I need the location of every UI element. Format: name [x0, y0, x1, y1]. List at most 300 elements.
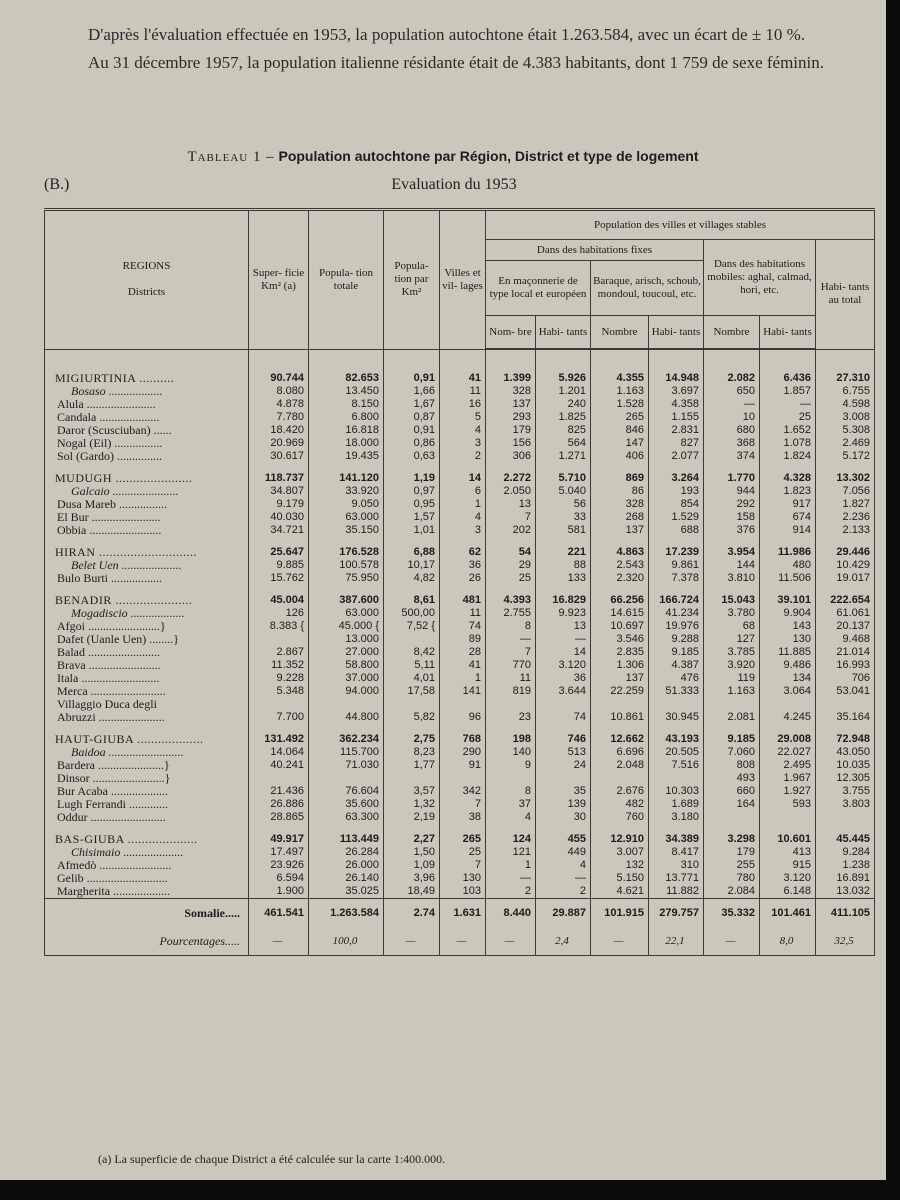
- table-cell: —: [486, 872, 536, 885]
- table-cell: 10.697: [591, 620, 649, 633]
- table-cell: 1.824: [760, 450, 816, 463]
- table-cell: 1.770: [704, 472, 760, 485]
- table-cell: 846: [591, 424, 649, 437]
- table-cell: 44.800: [309, 711, 384, 724]
- table-cell: 8: [486, 620, 536, 633]
- table-cell: 2.077: [649, 450, 704, 463]
- header-nombre-3: Nombre: [704, 316, 760, 350]
- table-cell: 11.352: [249, 659, 309, 672]
- table-cell: 7: [440, 859, 486, 872]
- table-cell: 2: [440, 450, 486, 463]
- table-cell: 49.917: [249, 833, 309, 846]
- table-cell: 4.393: [486, 594, 536, 607]
- table-cell: [249, 698, 309, 711]
- table-cell: 45.004: [249, 594, 309, 607]
- table-cell: 310: [649, 859, 704, 872]
- intro-text: [52, 24, 870, 80]
- table-cell: 3,96: [384, 872, 440, 885]
- spacer-cell: [816, 724, 875, 733]
- table-cell: [649, 772, 704, 785]
- table-cell: 58.800: [309, 659, 384, 672]
- table-cell: 12.305: [816, 772, 875, 785]
- table-cell: 101.915: [591, 899, 649, 928]
- table-cell: 3.697: [649, 385, 704, 398]
- table-cell: 41: [440, 372, 486, 385]
- row-label: BAS-GIUBA ....................: [45, 833, 249, 846]
- table-cell: 1.927: [760, 785, 816, 798]
- table-cell: 17.239: [649, 546, 704, 559]
- table-cell: 2.835: [591, 646, 649, 659]
- table-cell: 6.696: [591, 746, 649, 759]
- table-cell: [249, 633, 309, 646]
- table-cell: 21.436: [249, 785, 309, 798]
- table-cell: 4: [536, 859, 591, 872]
- row-label: Obbia ........................: [45, 524, 249, 537]
- spacer-cell: [591, 463, 649, 472]
- table-cell: 279.757: [649, 899, 704, 928]
- table-cell: 6.148: [760, 885, 816, 899]
- table-cell: 126: [249, 607, 309, 620]
- table-cell: 147: [591, 437, 649, 450]
- table-cell: 3.810: [704, 572, 760, 585]
- table-cell: 2,4: [536, 927, 591, 956]
- table-cell: [760, 811, 816, 824]
- spacer-cell: [486, 724, 536, 733]
- table-cell: 293: [486, 411, 536, 424]
- table-cell: 0,87: [384, 411, 440, 424]
- table-cell: 5.308: [816, 424, 875, 437]
- table-cell: 7: [486, 646, 536, 659]
- table-cell: 32,5: [816, 927, 875, 956]
- table-cell: 11: [440, 607, 486, 620]
- table-cell: 1.263.584: [309, 899, 384, 928]
- table-cell: 9.050: [309, 498, 384, 511]
- table-cell: 41.234: [649, 607, 704, 620]
- header-stables: Population des villes et villages stables: [486, 210, 875, 240]
- table-cell: 1,09: [384, 859, 440, 872]
- table-cell: 27.000: [309, 646, 384, 659]
- table-cell: 11: [440, 385, 486, 398]
- table-cell: —: [384, 927, 440, 956]
- district-row: [45, 798, 875, 811]
- spacer-cell: [45, 585, 249, 594]
- table-cell: 0,86: [384, 437, 440, 450]
- region-row: [45, 372, 875, 385]
- table-cell: —: [704, 398, 760, 411]
- table-cell: [704, 811, 760, 824]
- population-table-wrapper: [44, 208, 874, 956]
- row-label: Bur Acaba ...................: [45, 785, 249, 798]
- table-cell: 0,91: [384, 424, 440, 437]
- table-cell: 13: [536, 620, 591, 633]
- table-cell: 30: [536, 811, 591, 824]
- table-cell: 33: [536, 511, 591, 524]
- table-cell: 134: [760, 672, 816, 685]
- row-label: Oddur .........................: [45, 811, 249, 824]
- table-cell: 2: [536, 885, 591, 899]
- table-cell: 650: [704, 385, 760, 398]
- table-cell: 25: [760, 411, 816, 424]
- table-cell: 14.948: [649, 372, 704, 385]
- district-row: [45, 485, 875, 498]
- table-cell: 91: [440, 759, 486, 772]
- table-cell: 482: [591, 798, 649, 811]
- table-cell: [249, 772, 309, 785]
- intro-paragraph-1: D'après l'évaluation effectuée en 1953, la population autochtone était 1.263.584, avec un écart de ± 10 %.: [88, 25, 806, 44]
- table-cell: 0,63: [384, 450, 440, 463]
- spacer-cell: [704, 537, 760, 546]
- row-label: Bosaso ..................: [45, 385, 249, 398]
- table-heading: Population autochtone par Région, District et type de logement: [278, 148, 699, 164]
- table-cell: 12.910: [591, 833, 649, 846]
- table-cell: 290: [440, 746, 486, 759]
- table-cell: 2.495: [760, 759, 816, 772]
- table-cell: 74: [536, 711, 591, 724]
- table-cell: 9.185: [649, 646, 704, 659]
- district-row: [45, 859, 875, 872]
- spacer-cell: [249, 724, 309, 733]
- spacer-cell: [816, 349, 875, 372]
- table-cell: 6.755: [816, 385, 875, 398]
- table-cell: 22.027: [760, 746, 816, 759]
- table-cell: 23: [486, 711, 536, 724]
- table-cell: 1,66: [384, 385, 440, 398]
- table-cell: 36: [440, 559, 486, 572]
- table-cell: 265: [440, 833, 486, 846]
- table-cell: 808: [704, 759, 760, 772]
- table-cell: 746: [536, 733, 591, 746]
- table-cell: 1.306: [591, 659, 649, 672]
- table-cell: 62: [440, 546, 486, 559]
- table-cell: 2,75: [384, 733, 440, 746]
- table-cell: 63.000: [309, 607, 384, 620]
- district-row: [45, 437, 875, 450]
- table-cell: 6.594: [249, 872, 309, 885]
- table-cell: 406: [591, 450, 649, 463]
- table-cell: 11.986: [760, 546, 816, 559]
- table-cell: 3.803: [816, 798, 875, 811]
- district-row: [45, 524, 875, 537]
- table-cell: 455: [536, 833, 591, 846]
- table-cell: 34.389: [649, 833, 704, 846]
- row-label: Brava ........................: [45, 659, 249, 672]
- district-row: [45, 672, 875, 685]
- row-label: Gelib ...........................: [45, 872, 249, 885]
- table-cell: 1,01: [384, 524, 440, 537]
- spacer-cell: [536, 585, 591, 594]
- table-cell: 82.653: [309, 372, 384, 385]
- table-cell: 411.105: [816, 899, 875, 928]
- table-cell: 137: [591, 524, 649, 537]
- table-cell: 8,0: [760, 927, 816, 956]
- table-cell: 26.284: [309, 846, 384, 859]
- spacer-cell: [816, 824, 875, 833]
- table-cell: —: [536, 633, 591, 646]
- table-cell: 3.780: [704, 607, 760, 620]
- table-cell: 21.014: [816, 646, 875, 659]
- header-population-totale: Popula- tion totale: [309, 210, 384, 350]
- table-cell: 1.631: [440, 899, 486, 928]
- table-cell: 16.818: [309, 424, 384, 437]
- table-cell: 71.030: [309, 759, 384, 772]
- table-cell: 1: [486, 859, 536, 872]
- table-cell: 35.332: [704, 899, 760, 928]
- table-cell: 164: [704, 798, 760, 811]
- spacer-cell: [760, 463, 816, 472]
- table-cell: 3.008: [816, 411, 875, 424]
- table-cell: 827: [649, 437, 704, 450]
- table-cell: 374: [704, 450, 760, 463]
- table-cell: 674: [760, 511, 816, 524]
- table-cell: 6.800: [309, 411, 384, 424]
- table-cell: 1.652: [760, 424, 816, 437]
- table-cell: 137: [591, 672, 649, 685]
- table-cell: 6: [440, 485, 486, 498]
- table-cell: 5: [440, 411, 486, 424]
- table-cell: 768: [440, 733, 486, 746]
- table-cell: 2.469: [816, 437, 875, 450]
- table-cell: 166.724: [649, 594, 704, 607]
- spacer-cell: [649, 463, 704, 472]
- table-cell: 306: [486, 450, 536, 463]
- table-cell: 1.900: [249, 885, 309, 899]
- table-cell: 76.604: [309, 785, 384, 798]
- district-row: [45, 646, 875, 659]
- spacer-cell: [760, 824, 816, 833]
- table-cell: 7.516: [649, 759, 704, 772]
- table-cell: 5.348: [249, 685, 309, 698]
- district-row: [45, 746, 875, 759]
- footnote: (a) La superficie de chaque District a été calculée sur la carte 1:400.000.: [98, 1152, 446, 1166]
- spacer-cell: [486, 585, 536, 594]
- table-body: [45, 349, 875, 956]
- table-cell: 14: [536, 646, 591, 659]
- row-label: Balad ........................: [45, 646, 249, 659]
- table-cell: 143: [760, 620, 816, 633]
- header-habitants-total: Habi- tants au total: [816, 240, 875, 350]
- table-cell: 5.926: [536, 372, 591, 385]
- table-cell: 4,82: [384, 572, 440, 585]
- table-cell: 9.486: [760, 659, 816, 672]
- table-cell: 11.506: [760, 572, 816, 585]
- table-cell: 14: [440, 472, 486, 485]
- table-cell: 37: [486, 798, 536, 811]
- header-habitants-1: Habi- tants: [536, 316, 591, 350]
- table-cell: 130: [760, 633, 816, 646]
- table-cell: 19.435: [309, 450, 384, 463]
- table-cell: 6,88: [384, 546, 440, 559]
- row-label: MUDUGH ......................: [45, 472, 249, 485]
- table-cell: 480: [760, 559, 816, 572]
- table-cell: 2.74: [384, 899, 440, 928]
- table-cell: 3.120: [536, 659, 591, 672]
- region-row: [45, 546, 875, 559]
- table-cell: 18,49: [384, 885, 440, 899]
- spacer-cell: [760, 585, 816, 594]
- table-cell: 5.150: [591, 872, 649, 885]
- district-row: [45, 450, 875, 463]
- table-cell: 133: [536, 572, 591, 585]
- table-cell: 35: [536, 785, 591, 798]
- table-cell: 869: [591, 472, 649, 485]
- spacer-cell: [486, 463, 536, 472]
- table-cell: 1: [440, 672, 486, 685]
- table-cell: 20.505: [649, 746, 704, 759]
- district-row: [45, 559, 875, 572]
- table-cell: 22.259: [591, 685, 649, 698]
- table-cell: 9.288: [649, 633, 704, 646]
- spacer-cell: [45, 463, 249, 472]
- table-code: (B.): [44, 176, 70, 193]
- table-cell: 3.180: [649, 811, 704, 824]
- table-cell: 5.710: [536, 472, 591, 485]
- table-cell: 45.445: [816, 833, 875, 846]
- table-cell: 1.528: [591, 398, 649, 411]
- table-cell: 3.120: [760, 872, 816, 885]
- table-cell: 387.600: [309, 594, 384, 607]
- spacer-cell: [704, 724, 760, 733]
- table-cell: 1.078: [760, 437, 816, 450]
- table-cell: 18.420: [249, 424, 309, 437]
- table-cell: 2.048: [591, 759, 649, 772]
- table-cell: 4,01: [384, 672, 440, 685]
- spacer-cell: [384, 585, 440, 594]
- spacer-cell: [384, 349, 440, 372]
- table-cell: 202: [486, 524, 536, 537]
- header-regions-label: REGIONS: [122, 260, 171, 273]
- spacer-cell: [440, 724, 486, 733]
- table-cell: 7.700: [249, 711, 309, 724]
- table-cell: [486, 772, 536, 785]
- table-cell: 13: [486, 498, 536, 511]
- table-cell: 461.541: [249, 899, 309, 928]
- table-cell: —: [760, 398, 816, 411]
- table-cell: 2,19: [384, 811, 440, 824]
- spacer-cell: [309, 537, 384, 546]
- table-cell: 158: [704, 511, 760, 524]
- table-cell: 30.617: [249, 450, 309, 463]
- row-label: Dinsor ........................}: [45, 772, 249, 785]
- spacer-cell: [486, 537, 536, 546]
- spacer-cell: [309, 463, 384, 472]
- table-cell: 8.080: [249, 385, 309, 398]
- row-label: Chisimaio ....................: [45, 846, 249, 859]
- table-cell: 68: [704, 620, 760, 633]
- table-cell: 2.320: [591, 572, 649, 585]
- table-cell: 2: [486, 885, 536, 899]
- spacer-cell: [440, 537, 486, 546]
- table-cell: 4.621: [591, 885, 649, 899]
- spacer-cell: [649, 724, 704, 733]
- table-cell: 493: [704, 772, 760, 785]
- table-cell: 4: [486, 811, 536, 824]
- table-cell: 1.529: [649, 511, 704, 524]
- spacer-cell: [486, 824, 536, 833]
- table-cell: 29.446: [816, 546, 875, 559]
- table-cell: 368: [704, 437, 760, 450]
- district-row: [45, 759, 875, 772]
- table-cell: 66.256: [591, 594, 649, 607]
- table-cell: 9.885: [249, 559, 309, 572]
- spacer-cell: [536, 537, 591, 546]
- table-cell: 25: [440, 846, 486, 859]
- spacer-cell: [249, 463, 309, 472]
- table-cell: 113.449: [309, 833, 384, 846]
- table-cell: 20.137: [816, 620, 875, 633]
- table-cell: [760, 698, 816, 711]
- table-cell: 4.355: [591, 372, 649, 385]
- spacer-cell: [536, 463, 591, 472]
- table-cell: [309, 772, 384, 785]
- table-cell: [384, 633, 440, 646]
- table-cell: 16.993: [816, 659, 875, 672]
- table-cell: 139: [536, 798, 591, 811]
- row-label: Itala ..........................: [45, 672, 249, 685]
- header-mobiles: Dans des habitations mobiles: aghal, calmad, hori, etc.: [704, 240, 816, 316]
- table-cell: 100,0: [309, 927, 384, 956]
- table-cell: 13.000: [309, 633, 384, 646]
- table-cell: 1,32: [384, 798, 440, 811]
- district-row: [45, 385, 875, 398]
- table-cell: 39.101: [760, 594, 816, 607]
- spacer-cell: [591, 349, 649, 372]
- row-label: Abruzzi ......................: [45, 711, 249, 724]
- table-cell: 2.831: [649, 424, 704, 437]
- table-cell: [536, 772, 591, 785]
- table-cell: 706: [816, 672, 875, 685]
- table-cell: 9.904: [760, 607, 816, 620]
- table-cell: 1.201: [536, 385, 591, 398]
- table-cell: 4.863: [591, 546, 649, 559]
- table-cell: 34.807: [249, 485, 309, 498]
- table-cell: 61.061: [816, 607, 875, 620]
- table-cell: 5.040: [536, 485, 591, 498]
- table-cell: 193: [649, 485, 704, 498]
- table-cell: 6.436: [760, 372, 816, 385]
- table-cell: 9.185: [704, 733, 760, 746]
- table-cell: 45.000 {: [309, 620, 384, 633]
- table-cell: 2.676: [591, 785, 649, 798]
- table-cell: 176.528: [309, 546, 384, 559]
- table-cell: 240: [536, 398, 591, 411]
- table-cell: 63.300: [309, 811, 384, 824]
- table-cell: 4.878: [249, 398, 309, 411]
- table-cell: 141.120: [309, 472, 384, 485]
- spacer-cell: [309, 585, 384, 594]
- table-cell: 7: [440, 798, 486, 811]
- table-cell: 16.891: [816, 872, 875, 885]
- header-regions: [45, 210, 249, 350]
- table-cell: [440, 698, 486, 711]
- table-cell: 1.163: [591, 385, 649, 398]
- table-cell: 328: [591, 498, 649, 511]
- header-districts-label: Districts: [127, 286, 166, 299]
- table-cell: [440, 772, 486, 785]
- spacer-row: [45, 349, 875, 372]
- table-cell: 8,61: [384, 594, 440, 607]
- table-cell: 9.923: [536, 607, 591, 620]
- spacer-cell: [649, 824, 704, 833]
- background-edge-bottom: [0, 1180, 900, 1200]
- header-habitants-3: Habi- tants: [760, 316, 816, 350]
- spacer-cell: [816, 463, 875, 472]
- district-row: [45, 411, 875, 424]
- table-cell: 222.654: [816, 594, 875, 607]
- table-cell: 362.234: [309, 733, 384, 746]
- table-cell: 35.600: [309, 798, 384, 811]
- spacer-row: [45, 463, 875, 472]
- table-cell: 8.417: [649, 846, 704, 859]
